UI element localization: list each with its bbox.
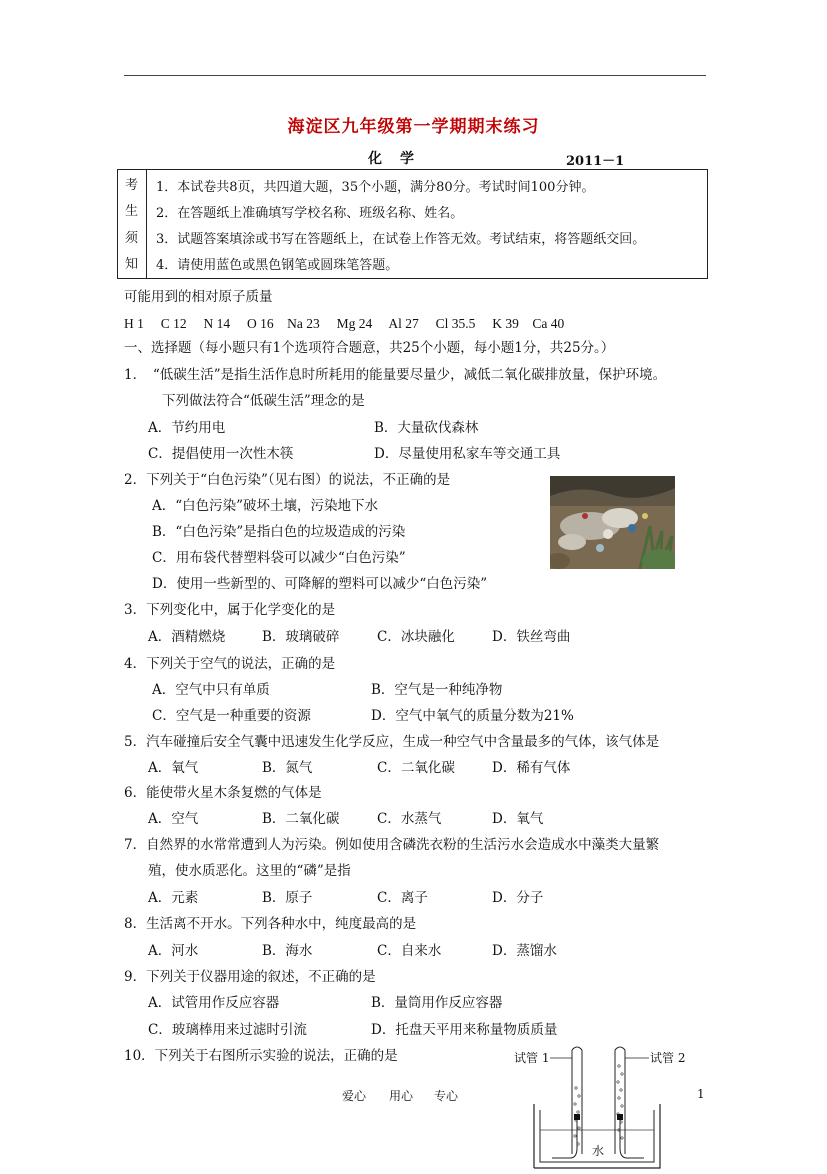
q3-option-a: A．酒精燃烧	[148, 629, 226, 645]
question-4-stem: 4．下列关于空气的说法，正确的是	[124, 656, 336, 672]
q5-option-a: A．氧气	[148, 760, 199, 776]
question-6-stem: 6．能使带火星木条复燃的气体是	[124, 785, 322, 801]
question-10-stem: 10．下列关于右图所示实验的说法，正确的是	[124, 1048, 398, 1064]
q5-option-d: D．稀有气体	[492, 760, 571, 776]
q4-option-a: A．空气中只有单质	[152, 682, 270, 698]
q5-option-b: B．氮气	[262, 760, 313, 776]
q2-option-c: C．用布袋代替塑料袋可以减少“白色污染”	[152, 550, 406, 566]
q7-option-c: C．离子	[377, 890, 428, 906]
q1-option-d: D．尽量使用私家车等交通工具	[374, 446, 561, 462]
q6-option-d: D．氧气	[492, 811, 544, 827]
question-8-stem: 8．生活离不开水。下列各种水中，纯度最高的是	[124, 916, 417, 932]
footer-motto-2: 用心	[389, 1089, 414, 1103]
q6-option-c: C．水蒸气	[377, 811, 442, 827]
q9-option-b: B．量筒用作反应容器	[371, 995, 503, 1011]
section-heading: 一、选择题（每小题只有1个选项符合题意，共25个小题，每小题1分，共25分。）	[124, 340, 615, 356]
q4-option-d: D．空气中氧气的质量分数为21%	[371, 708, 574, 724]
notice-label	[118, 170, 147, 278]
notice-line: 4．请使用蓝色或黑色钢笔或圆珠笔答题。	[156, 258, 399, 273]
q7-option-d: D．分子	[492, 890, 544, 906]
question-3-stem: 3．下列变化中，属于化学变化的是	[124, 602, 336, 618]
question-9-stem: 9．下列关于仪器用途的叙述，不正确的是	[124, 969, 376, 985]
atomic-mass-heading: 可能用到的相对原子质量	[124, 289, 273, 305]
notice-line: 1．本试卷共8页，共四道大题，35个小题，满分80分。考试时间100分钟。	[156, 180, 595, 195]
water-label: 水	[592, 1144, 605, 1158]
notice-label-char: 考	[125, 178, 139, 193]
q4-option-c: C．空气是一种重要的资源	[152, 708, 311, 724]
q2-option-b: B．“白色污染”是指白色的垃圾造成的污染	[152, 524, 406, 540]
footer-motto-3: 专心	[434, 1089, 459, 1103]
q9-option-a: A．试管用作反应容器	[148, 995, 280, 1011]
q1-option-a: A．节约用电	[148, 420, 226, 436]
footer-motto-1: 爱心	[342, 1089, 367, 1103]
q3-option-d: D．铁丝弯曲	[492, 629, 571, 645]
question-1-stem-cont: 下列做法符合“低碳生活”理念的是	[162, 393, 365, 409]
notice-label-char: 生	[125, 204, 139, 219]
notice-label-char: 知	[125, 257, 139, 272]
q8-option-b: B．海水	[262, 943, 313, 959]
q8-option-c: C．自来水	[377, 943, 442, 959]
question-5-stem: 5．汽车碰撞后安全气囊中迅速发生化学反应，生成一种空气中含量最多的气体，该气体是	[124, 734, 660, 750]
q3-option-b: B．玻璃破碎	[262, 629, 340, 645]
tube-1-label: 试管 1	[514, 1051, 550, 1065]
exam-title: 海淀区九年级第一学期期末练习	[287, 117, 540, 137]
question-7-stem: 7．自然界的水常常遭到人为污染。例如使用含磷洗衣粉的生活污水会造成水中藻类大量繁	[124, 837, 660, 853]
q5-option-c: C．二氧化碳	[377, 760, 455, 776]
q1-option-b: B．大量砍伐森林	[374, 420, 479, 436]
q8-option-d: D．蒸馏水	[492, 943, 557, 959]
notice-line: 2．在答题纸上准确填写学校名称、班级名称、姓名。	[156, 206, 464, 221]
q6-option-a: A．空气	[148, 811, 199, 827]
q9-option-d: D．托盘天平用来称量物质质量	[371, 1022, 558, 1038]
question-7-stem-cont: 殖，使水质恶化。这里的“磷”是指	[148, 863, 351, 879]
q9-option-c: C．玻璃棒用来过滤时引流	[148, 1022, 307, 1038]
q3-option-c: C．冰块融化	[377, 629, 455, 645]
q2-option-d: D．使用一些新型的、可降解的塑料可以减少“白色污染”	[152, 576, 488, 592]
notice-label-char: 须	[125, 231, 139, 246]
exam-date: 2011－1	[566, 154, 625, 169]
page-number: 1	[697, 1087, 705, 1101]
subject-label: 化学	[368, 151, 432, 167]
atomic-mass-values: H 1 C 12 N 14 O 16 Na 23 Mg 24 Al 27 Cl 35.5 K 39 Ca 40	[124, 316, 565, 331]
tube-2-label: 试管 2	[650, 1051, 686, 1065]
white-pollution-photo	[550, 476, 675, 569]
q4-option-b: B．空气是一种纯净物	[371, 682, 503, 698]
notice-line: 3．试题答案填涂或书写在答题纸上，在试卷上作答无效。考试结束，将答题纸交回。	[156, 232, 646, 247]
notice-box	[117, 169, 708, 279]
q7-option-b: B．原子	[262, 890, 313, 906]
q6-option-b: B．二氧化碳	[262, 811, 340, 827]
q2-option-a: A．“白色污染”破坏土壤，污染地下水	[152, 498, 379, 514]
header-rule	[124, 75, 706, 76]
q1-option-c: C．提倡使用一次性木筷	[148, 446, 294, 462]
question-1-stem: 1． “低碳生活”是指生活作息时所耗用的能量要尽量少，减低二氧化碳排放量，保护环境。	[124, 367, 667, 383]
q7-option-a: A．元素	[148, 890, 199, 906]
q8-option-a: A．河水	[148, 943, 199, 959]
question-2-stem: 2．下列关于“白色污染”（见右图）的说法，不正确的是	[124, 472, 451, 488]
electrolysis-diagram	[512, 1044, 692, 1170]
